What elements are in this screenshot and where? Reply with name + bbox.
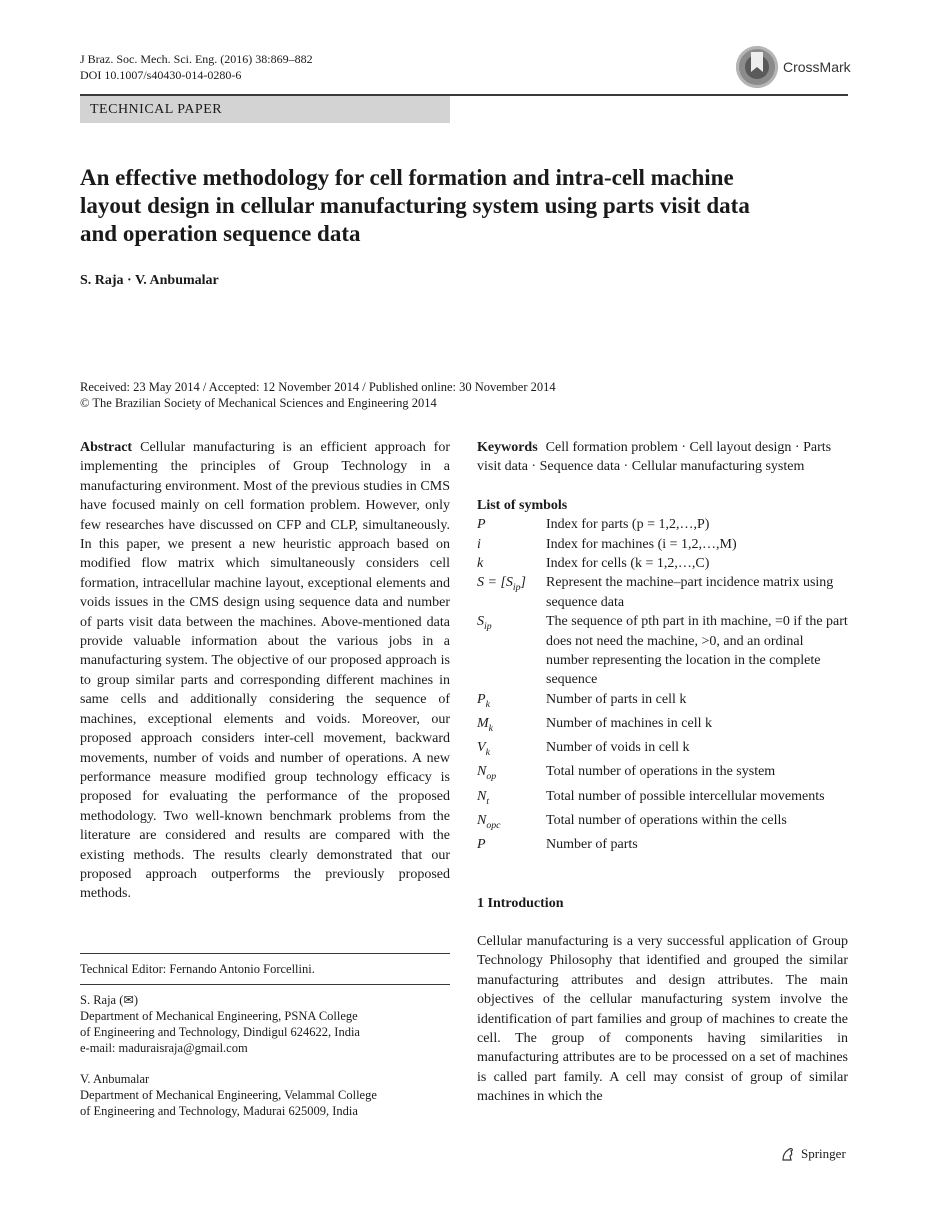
symbol-term: $S_{ip}$ (477, 614, 492, 633)
symbol-row (477, 515, 848, 534)
footnote-rule-2 (80, 984, 450, 985)
author-list: S. Raja · V. Anbumalar (80, 273, 219, 288)
symbol-row (477, 762, 848, 786)
author2-name: V. Anbumalar (80, 1072, 150, 1086)
author2-affil-line1: Department of Mechanical Engineering, Velammal College (80, 1088, 377, 1102)
symbol-term: $N_{opc}$ (477, 812, 501, 831)
symbol-row (477, 535, 848, 554)
doi[interactable]: DOI 10.1007/s40430-014-0280-6 (80, 68, 242, 82)
symbol-definition: Index for machines (i = 1,2,…,M) (546, 536, 737, 552)
symbol-row (477, 690, 848, 714)
crossmark-label: CrossMark (783, 59, 851, 75)
symbol-definition: Index for parts (p = 1,2,…,P) (546, 517, 710, 533)
symbol-row (477, 811, 848, 835)
symbol-term: $P_k$ (477, 691, 490, 710)
symbol-term: P (477, 837, 486, 853)
symbols-heading: List of symbols (477, 497, 568, 513)
symbol-definition: Number of parts (546, 837, 638, 853)
symbol-term: $N_{op}$ (477, 764, 497, 783)
symbols-table (477, 515, 848, 854)
symbol-row (477, 612, 848, 690)
dates-line: Received: 23 May 2014 / Accepted: 12 November 2014 / Published online: 30 November 2014 (80, 380, 556, 394)
springer-horse-icon (780, 1146, 796, 1162)
symbol-term: k (477, 556, 484, 572)
abstract-text: Cellular manufacturing is an efficient approach for implementing the principles of Group Technology in a manufacturing environment. Most of the previous studies in CMS have focused mainly on cell formation problem. However, only few researches have discussed on CFP and CLP, simultaneously. In this paper, we present a new heuristic approach based on modified flow matrix which simultaneously considers cell formation, intracellular machine layout, exceptional elements and voids issues in the CMS design using sequence data and number of parts visit data between the machines. Above-mentioned data provide valuable information about the various jobs in a manufacturing system. The objective of our proposed approach is to group similar parts and corresponding different machines in same cells and additionally considering the sequence of machines, exceptional elements and voids. Moreover, our proposed approach considers inter-cell movement, backward movements, number of voids and number of operations. A new performance measure modified group technology efficacy is proposed for evaluating the performance of the proposed methodology. Two well-known benchmark problems from the literature are considered and results are compared with the existing methods. The results clearly demonstrated that our proposed approach outperforms the previously proposed methods. (80, 440, 450, 902)
left-column (80, 438, 450, 904)
article-history (80, 379, 556, 411)
author2-affil-line2: of Engineering and Technology, Madurai 625009, India (80, 1104, 358, 1118)
abstract-label: Abstract (80, 440, 133, 455)
publisher-name: Springer (801, 1146, 846, 1161)
introduction-text: Cellular manufacturing is a very successful application of Group Technology Philosophy that identified and grouped the similar manufacturing attributes and design attributes. The main objectives of the cellular manufacturing system involve the identification of part families and group of machines to create the cell. The group of components having similarities in manufacturing attributes are to be processed on a set of machines is called part family. A cell may consist of group of similar machines in which the (477, 933, 848, 1105)
symbol-definition: Total number of operations in the system (546, 764, 776, 780)
symbol-definition: Represent the machine–part incidence matrix using sequence data (546, 575, 834, 610)
author1-affil-line1: Department of Mechanical Engineering, PSNA College (80, 1009, 358, 1023)
symbol-row (477, 738, 848, 762)
abstract (80, 438, 450, 904)
article-title: An effective methodology for cell formation and intra-cell machine layout design in cellular manufacturing system using parts visit data and operation sequence data (80, 165, 750, 246)
symbol-term: $V_k$ (477, 740, 490, 759)
symbol-row (477, 714, 848, 738)
introduction-heading: 1 Introduction (477, 895, 564, 911)
footnote-rule (80, 953, 450, 954)
journal-citation: J Braz. Soc. Mech. Sci. Eng. (2016) 38:869–882 (80, 52, 313, 66)
symbol-term: $S = [S_{ip}]$ (477, 575, 526, 594)
author-affiliation-1 (80, 992, 360, 1056)
journal-header (80, 51, 313, 83)
symbol-definition: Number of parts in cell k (546, 691, 687, 707)
symbol-term: P (477, 517, 486, 533)
symbol-definition: Total number of possible intercellular movements (546, 788, 825, 804)
symbol-row (477, 835, 848, 854)
symbol-definition: Number of machines in cell k (546, 716, 713, 732)
symbol-definition: Index for cells (k = 1,2,…,C) (546, 556, 710, 572)
symbol-definition: Total number of operations within the cells (546, 812, 787, 828)
copyright-line: © The Brazilian Society of Mechanical Sciences and Engineering 2014 (80, 396, 437, 410)
article-category: TECHNICAL PAPER (80, 96, 450, 123)
keywords-label: Keywords (477, 440, 538, 455)
right-column (477, 438, 848, 1107)
author1-affil-line2: of Engineering and Technology, Dindigul 624622, India (80, 1025, 360, 1039)
crossmark-badge[interactable] (736, 46, 851, 88)
symbol-term: i (477, 536, 481, 552)
author-affiliation-2 (80, 1071, 377, 1119)
symbol-term: $N_t$ (477, 788, 490, 807)
symbol-row (477, 554, 848, 573)
symbol-row (477, 787, 848, 811)
keywords (477, 438, 848, 477)
crossmark-icon (736, 46, 778, 88)
keywords-text: Cell formation problem · Cell layout design · Parts visit data · Sequence data · Cellular manufacturing system (477, 440, 832, 475)
symbol-row (477, 573, 848, 612)
technical-editor: Technical Editor: Fernando Antonio Forcellini. (80, 962, 315, 976)
author1-email[interactable]: e-mail: maduraisraja@gmail.com (80, 1041, 248, 1055)
symbol-definition: Number of voids in cell k (546, 740, 690, 756)
author1-name: S. Raja (✉) (80, 993, 139, 1007)
symbol-term: $M_k$ (477, 716, 494, 734)
symbol-definition: The sequence of pth part in ith machine, =0 if the part does not need the machine, >0, and an ordinal number representing the location in the complete sequence (546, 614, 848, 688)
publisher-logo (780, 1146, 846, 1162)
